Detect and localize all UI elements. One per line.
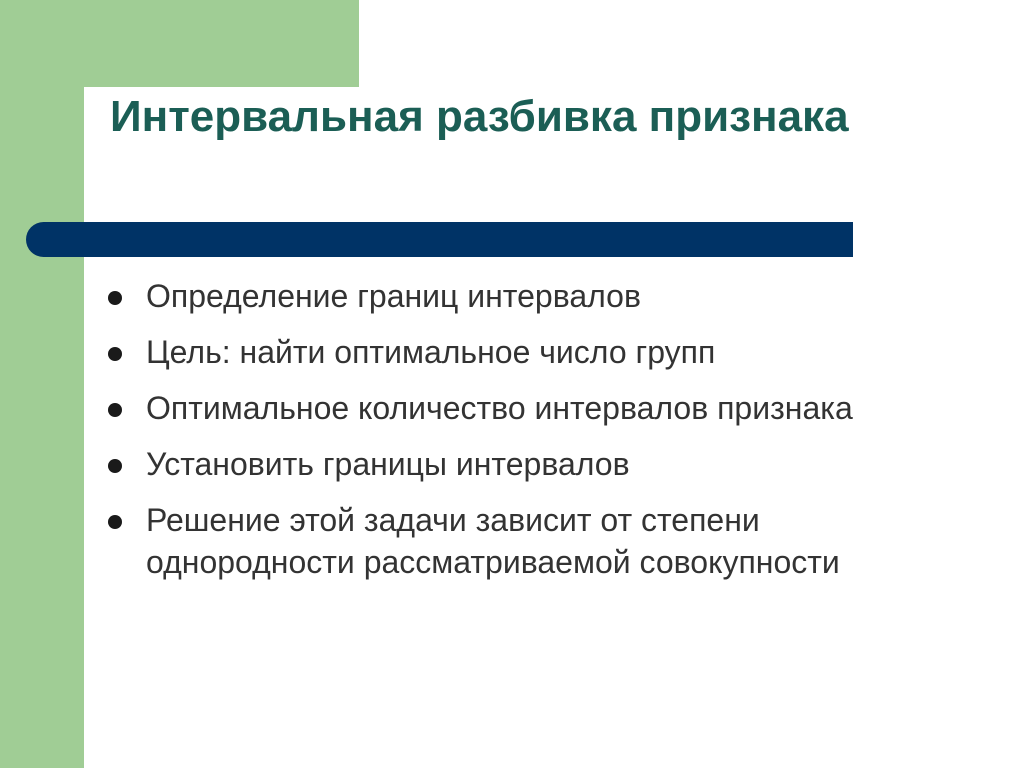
title-divider-bar <box>26 222 853 257</box>
bullet-text: Оптимальное количество интервалов признака <box>146 390 853 426</box>
left-accent-bar <box>0 0 84 768</box>
bullet-text: Установить границы интервалов <box>146 446 630 482</box>
bullet-list <box>105 275 965 597</box>
bullet-dot-icon <box>108 403 122 417</box>
bullet-dot-icon <box>108 291 122 305</box>
bullet-text: Цель: найти оптимальное число групп <box>146 334 716 370</box>
bullet-dot-icon <box>108 515 122 529</box>
slide-title: Интервальная разбивка признака <box>110 92 849 141</box>
bullet-item <box>105 499 965 583</box>
bullet-dot-icon <box>108 459 122 473</box>
top-accent-block <box>0 0 359 87</box>
bullet-dot-icon <box>108 347 122 361</box>
bullet-item <box>105 387 965 429</box>
bullet-item <box>105 275 965 317</box>
bullet-text: Определение границ интервалов <box>146 278 641 314</box>
bullet-item <box>105 331 965 373</box>
bullet-item <box>105 443 965 485</box>
bullet-text: Решение этой задачи зависит от степени однородности рассматриваемой совокупности <box>146 502 840 580</box>
